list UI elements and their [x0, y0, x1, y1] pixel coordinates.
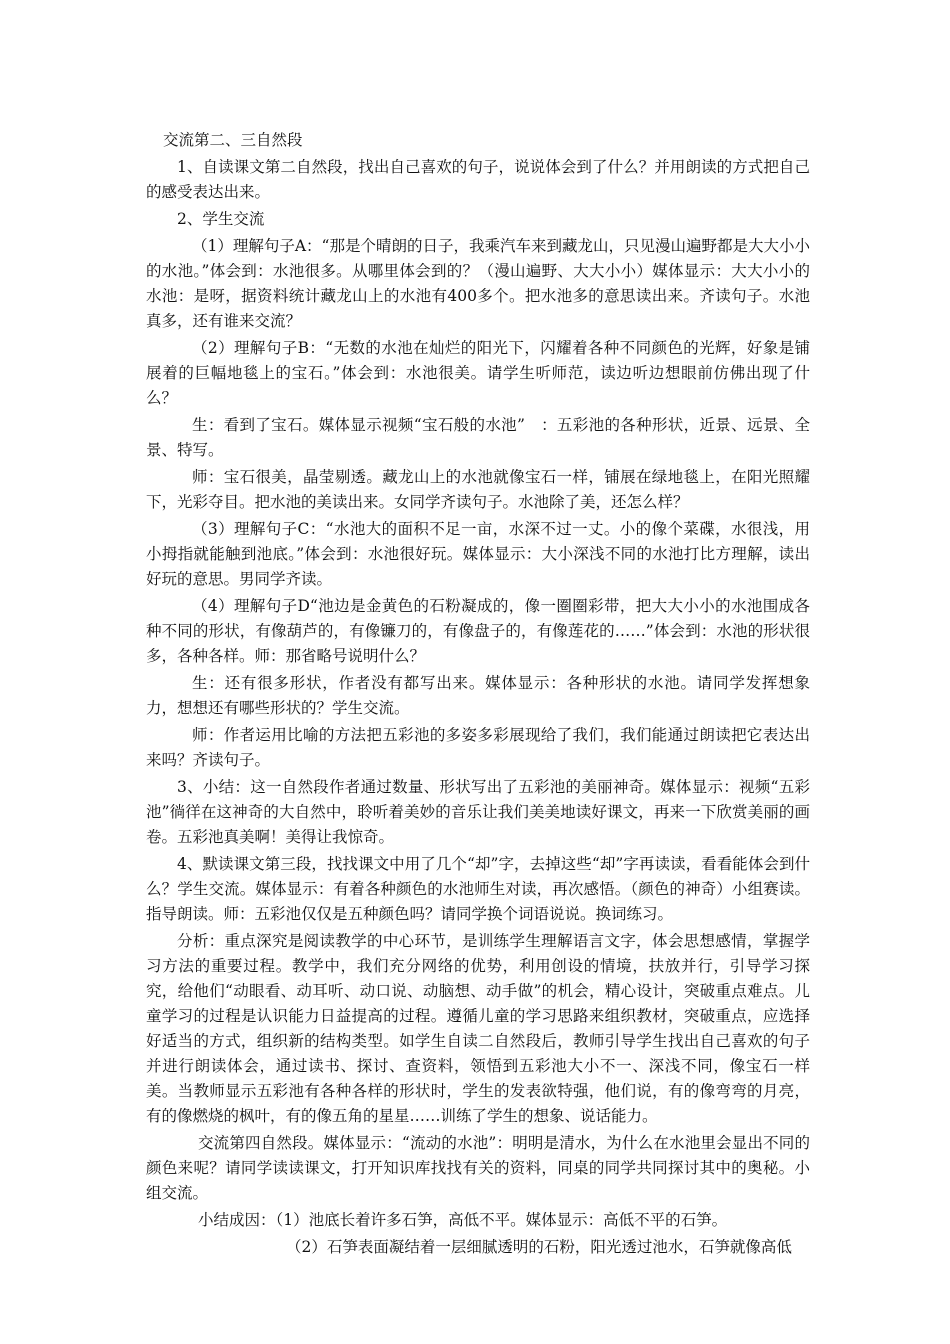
paragraph-sentence-a: （1）理解句子A：“那是个晴朗的日子，我乘汽车来到藏龙山，只见漫山遍野都是大大小小的水池。”体会到：水池很多。从哪里体会到的？（漫山遍野、大大小小）媒体显示：大大小小的水池：是呀，据资料统计藏龙山上的水池有400多个。把水池多的意思读出来。齐读句子。水池真多，还有谁来交流？ [146, 237, 810, 330]
paragraph-step-2: 2、学生交流 [177, 210, 265, 228]
paragraph-student-response: 生：看到了宝石。媒体显示视频“宝石般的水池” ：五彩池的各种形状，近景、远景、全景、特写。 [146, 416, 810, 459]
paragraph-sentence-c: （3）理解句子C：“水池大的面积不足一亩，水深不过一丈。小的像个菜碟，水很浅，用小拇指就能触到池底。”体会到：水池很好玩。媒体显示：大小深浅不同的水池打比方理解，读出好玩的意思。男同学齐读。 [146, 520, 810, 588]
paragraph-step-4: 4、默读课文第三段，找找课文中用了几个“却”字，去掉这些“却”字再读读，看看能体会到什么？学生交流。媒体显示：有着各种颜色的水池师生对读，再次感悟。（颜色的神奇）小组赛读。指导朗读。师：五彩池仅仅是五种颜色吗？请同学换个词语说说。换词练习。 [146, 855, 810, 923]
paragraph-step-1: 1、自读课文第二自然段，找出自己喜欢的句子，说说体会到了什么？并用朗读的方式把自己的感受表达出来。 [146, 158, 810, 201]
paragraph-teacher-metaphor: 师：作者运用比喻的方法把五彩池的多姿多彩展现给了我们，我们能通过朗读把它表达出来吗？齐读句子。 [146, 726, 810, 769]
paragraph-cause-2: （2）石笋表面凝结着一层细腻透明的石粉，阳光透过池水，石笋就像高低 [286, 1238, 792, 1256]
paragraph-analysis: 分析：重点深究是阅读教学的中心环节，是训练学生理解语言文字，体会思想感情，掌握学习方法的重要过程。教学中，我们充分网络的优势，利用创设的情境，扶放并行，引导学习探究，给他们“动眼看、动耳听、动口说、动脑想、动手做”的机会，精心设计，突破重点难点。儿童学习的过程是认识能力日益提高的过程。遵循儿童的学习思路来组织教材，突破重点，应选择好适当的方式，组织新的结构类型。如学生自读二自然段后，教师引导学生找出自己喜欢的句子并进行朗读体会，通过读书、探讨、查资料，领悟到五彩池大小不一、深浅不同，像宝石一样美。当教师显示五彩池有各种各样的形状时，学生的发表欲特强，他们说，有的像弯弯的月亮，有的像燃烧的枫叶，有的像五角的星星……训练了学生的想象、说话能力。 [146, 932, 810, 1125]
paragraph-sentence-d: （4）理解句子D“池边是金黄色的石粉凝成的，像一圈圈彩带，把大大小小的水池围成各种不同的形状，有像葫芦的，有像镰刀的，有像盘子的，有像莲花的……”体会到：水池的形状很多，各种各样。师：那省略号说明什么？ [146, 597, 810, 665]
section-heading: 交流第二、三自然段 [163, 131, 303, 149]
paragraph-teacher-response: 师：宝石很美，晶莹剔透。藏龙山上的水池就像宝石一样，铺展在绿地毯上，在阳光照耀下，光彩夺目。把水池的美读出来。女同学齐读句子。水池除了美，还怎么样？ [146, 468, 810, 511]
paragraph-step-3-summary: 3、小结：这一自然段作者通过数量、形状写出了五彩池的美丽神奇。媒体显示：视频“五彩池”徜徉在这神奇的大自然中，聆听着美妙的音乐让我们美美地读好课文，再来一下欣赏美丽的画卷。五彩池真美啊！美得让我惊奇。 [146, 778, 810, 846]
paragraph-student-shapes: 生：还有很多形状，作者没有都写出来。媒体显示：各种形状的水池。请同学发挥想象力，想想还有哪些形状的？学生交流。 [146, 674, 810, 717]
paragraph-fourth-section: 交流第四自然段。媒体显示：“流动的水池”：明明是清水，为什么在水池里会显出不同的颜色来呢？请同学读读课文，打开知识库找找有关的资料，同桌的同学共同探讨其中的奥秘。小组交流。 [146, 1134, 810, 1202]
document-body [146, 128, 810, 1262]
paragraph-sentence-b: （2）理解句子B：“无数的水池在灿烂的阳光下，闪耀着各种不同颜色的光辉，好象是铺展着的巨幅地毯上的宝石。”体会到：水池很美。请学生听师范，读边听边想眼前仿佛出现了什么？ [146, 339, 810, 407]
paragraph-cause-1: 小结成因：（1）池底长着许多石笋，高低不平。媒体显示：高低不平的石笋。 [198, 1211, 728, 1229]
